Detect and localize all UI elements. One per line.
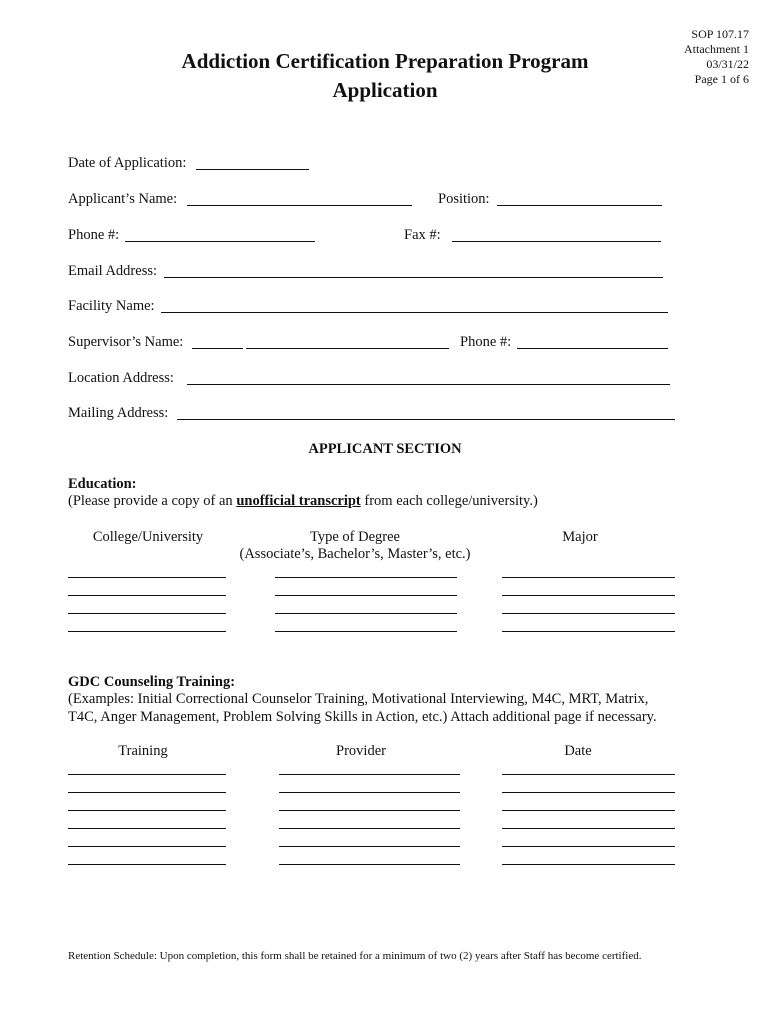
revision-date: 03/31/22 [706, 57, 749, 71]
facility-name-field[interactable] [161, 312, 668, 313]
provider-field-row3[interactable] [279, 810, 460, 811]
provider-field-row5[interactable] [279, 846, 460, 847]
college-column-header: College/University [92, 529, 204, 545]
location-address-label: Location Address: [68, 370, 174, 386]
degree-field-row2[interactable] [275, 595, 457, 596]
applicant-section-heading: APPLICANT SECTION [308, 441, 462, 457]
date-field-row4[interactable] [502, 828, 675, 829]
supervisor-name-label: Supervisor’s Name: [68, 334, 184, 350]
fax-label: Fax #: [404, 227, 441, 243]
date-field-row1[interactable] [502, 774, 675, 775]
training-field-row4[interactable] [68, 828, 226, 829]
date-field-row6[interactable] [502, 864, 675, 865]
facility-name-label: Facility Name: [68, 298, 155, 314]
degree-field-row1[interactable] [275, 577, 457, 578]
major-column-header: Major [562, 529, 598, 545]
date-of-application-field[interactable] [196, 169, 309, 170]
degree-column-header [215, 529, 495, 563]
form-title-line1: Addiction Certification Preparation Program [181, 49, 589, 73]
training-examples-line1: (Examples: Initial Correctional Counselor Training, Motivational Interviewing, M4C, MRT, Matrix, [68, 691, 649, 707]
form-title-line2: Application [332, 78, 438, 102]
provider-column-header: Provider [336, 743, 386, 759]
supervisor-name-field-part1[interactable] [192, 348, 243, 349]
applicant-name-field[interactable] [187, 205, 412, 206]
provider-field-row1[interactable] [279, 774, 460, 775]
education-heading: Education: [68, 476, 137, 492]
degree-column-hint: (Associate’s, Bachelor’s, Master’s, etc.) [239, 546, 471, 562]
position-field[interactable] [497, 205, 662, 206]
major-field-row3[interactable] [502, 613, 675, 614]
provider-field-row4[interactable] [279, 828, 460, 829]
email-field[interactable] [164, 277, 663, 278]
education-instructions [68, 492, 538, 510]
date-column-header: Date [564, 743, 592, 759]
training-field-row3[interactable] [68, 810, 226, 811]
form-title [0, 47, 770, 105]
provider-field-row2[interactable] [279, 792, 460, 793]
page-number: Page 1 of 6 [694, 72, 749, 86]
supervisor-name-field-part2[interactable] [246, 348, 449, 349]
college-field-row2[interactable] [68, 595, 226, 596]
college-field-row3[interactable] [68, 613, 226, 614]
phone-label: Phone #: [68, 227, 120, 243]
education-instructions-end: from each college/university.) [360, 493, 538, 509]
date-field-row3[interactable] [502, 810, 675, 811]
date-field-row2[interactable] [502, 792, 675, 793]
major-field-row2[interactable] [502, 595, 675, 596]
attachment-number: Attachment 1 [684, 42, 749, 56]
unofficial-transcript-emphasis: unofficial transcript [236, 493, 361, 509]
degree-field-row3[interactable] [275, 613, 457, 614]
degree-field-row4[interactable] [275, 631, 457, 632]
supervisor-phone-label: Phone #: [460, 334, 512, 350]
email-label: Email Address: [68, 263, 158, 279]
provider-field-row6[interactable] [279, 864, 460, 865]
phone-field[interactable] [125, 241, 315, 242]
degree-column-title: Type of Degree [310, 529, 400, 545]
position-label: Position: [438, 191, 490, 207]
date-of-application-label: Date of Application: [68, 155, 187, 171]
training-field-row6[interactable] [68, 864, 226, 865]
fax-field[interactable] [452, 241, 661, 242]
training-examples-line2: T4C, Anger Management, Problem Solving Skills in Action, etc.) Attach additional page if necessary. [68, 709, 657, 725]
training-field-row5[interactable] [68, 846, 226, 847]
college-field-row4[interactable] [68, 631, 226, 632]
major-field-row4[interactable] [502, 631, 675, 632]
training-column-header: Training [118, 743, 168, 759]
sop-number: SOP 107.17 [691, 27, 749, 41]
supervisor-phone-field[interactable] [517, 348, 668, 349]
college-field-row1[interactable] [68, 577, 226, 578]
applicant-name-label: Applicant’s Name: [68, 191, 178, 207]
training-heading: GDC Counseling Training: [68, 674, 236, 690]
retention-schedule-note: Retention Schedule: Upon completion, this form shall be retained for a minimum of two (2) years after Staff has become certified. [68, 950, 642, 962]
major-field-row1[interactable] [502, 577, 675, 578]
education-instructions-start: (Please provide a copy of an [68, 493, 237, 509]
date-field-row5[interactable] [502, 846, 675, 847]
training-field-row1[interactable] [68, 774, 226, 775]
mailing-address-field[interactable] [177, 419, 675, 420]
location-address-field[interactable] [187, 384, 670, 385]
training-field-row2[interactable] [68, 792, 226, 793]
mailing-address-label: Mailing Address: [68, 405, 169, 421]
